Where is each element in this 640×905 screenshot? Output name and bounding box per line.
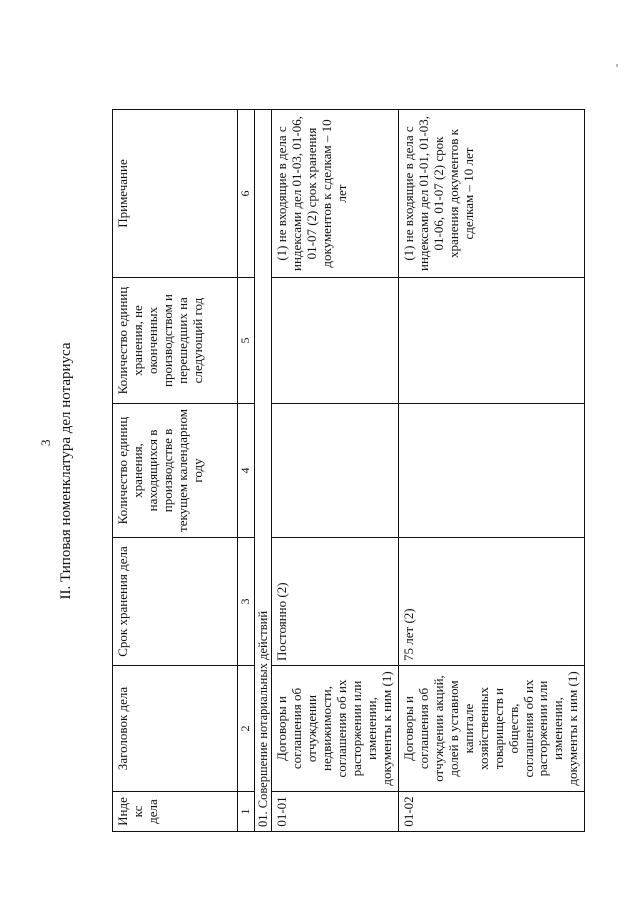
row-index: 01-02 <box>399 792 585 832</box>
page-number: 3 <box>38 439 53 446</box>
header-row <box>113 110 238 832</box>
table-row <box>399 110 585 832</box>
scan-speck <box>616 64 618 67</box>
row-note: (1) не входящие в дела с индексами дел 01-03, 01-06, 01-07 (2) срок хранения документов к сделкам – 10 лет <box>272 110 399 278</box>
row-carried-over <box>272 278 399 404</box>
column-number: 2 <box>238 666 255 792</box>
column-number: 1 <box>238 792 255 832</box>
nomenclature-table <box>112 109 585 832</box>
section-row <box>255 110 272 832</box>
row-in-progress <box>272 404 399 538</box>
header-retention: Срок хранения дела <box>113 538 238 666</box>
header-index: Индекс дела <box>113 792 238 832</box>
column-number: 5 <box>238 278 255 404</box>
section-title: 01. Совершение нотариальных действий <box>255 110 272 832</box>
row-heading: Договоры и соглашения об отчуждении акций, долей в уставном капитале хозяйственных товариществ и обществ, соглашения об их расторжении или изменении, документы к ним (1) <box>399 666 585 792</box>
header-heading: Заголовок дела <box>113 666 238 792</box>
rotated-content <box>58 110 632 832</box>
row-retention: 75 лет (2) <box>399 538 585 666</box>
row-carried-over <box>399 278 585 404</box>
row-in-progress <box>399 404 585 538</box>
table-row <box>272 110 399 832</box>
column-number: 6 <box>238 110 255 278</box>
header-carried-over: Количество единиц хранения, не оконченных производством и перешедших на следующий год <box>113 278 238 404</box>
column-number: 4 <box>238 404 255 538</box>
row-retention: Постоянно (2) <box>272 538 399 666</box>
row-heading: Договоры и соглашения об отчуждении недвижимости, соглашения об их расторжении или изменении, документы к ним (1) <box>272 666 399 792</box>
row-index: 01-01 <box>272 792 399 832</box>
column-number: 3 <box>238 538 255 666</box>
column-number-row <box>238 110 255 832</box>
header-note: Примечание <box>113 110 238 278</box>
row-note: (1) не входящие в дела с индексами дел 01-01, 01-03, 01-06, 01-07 (2) срок хранения документов к сделкам – 10 лет <box>399 110 585 278</box>
document-title: II. Типовая номенклатура дел нотариуса <box>58 342 74 600</box>
header-in-progress: Количество единиц хранения, находящихся в производстве в текущем календарном году <box>113 404 238 538</box>
